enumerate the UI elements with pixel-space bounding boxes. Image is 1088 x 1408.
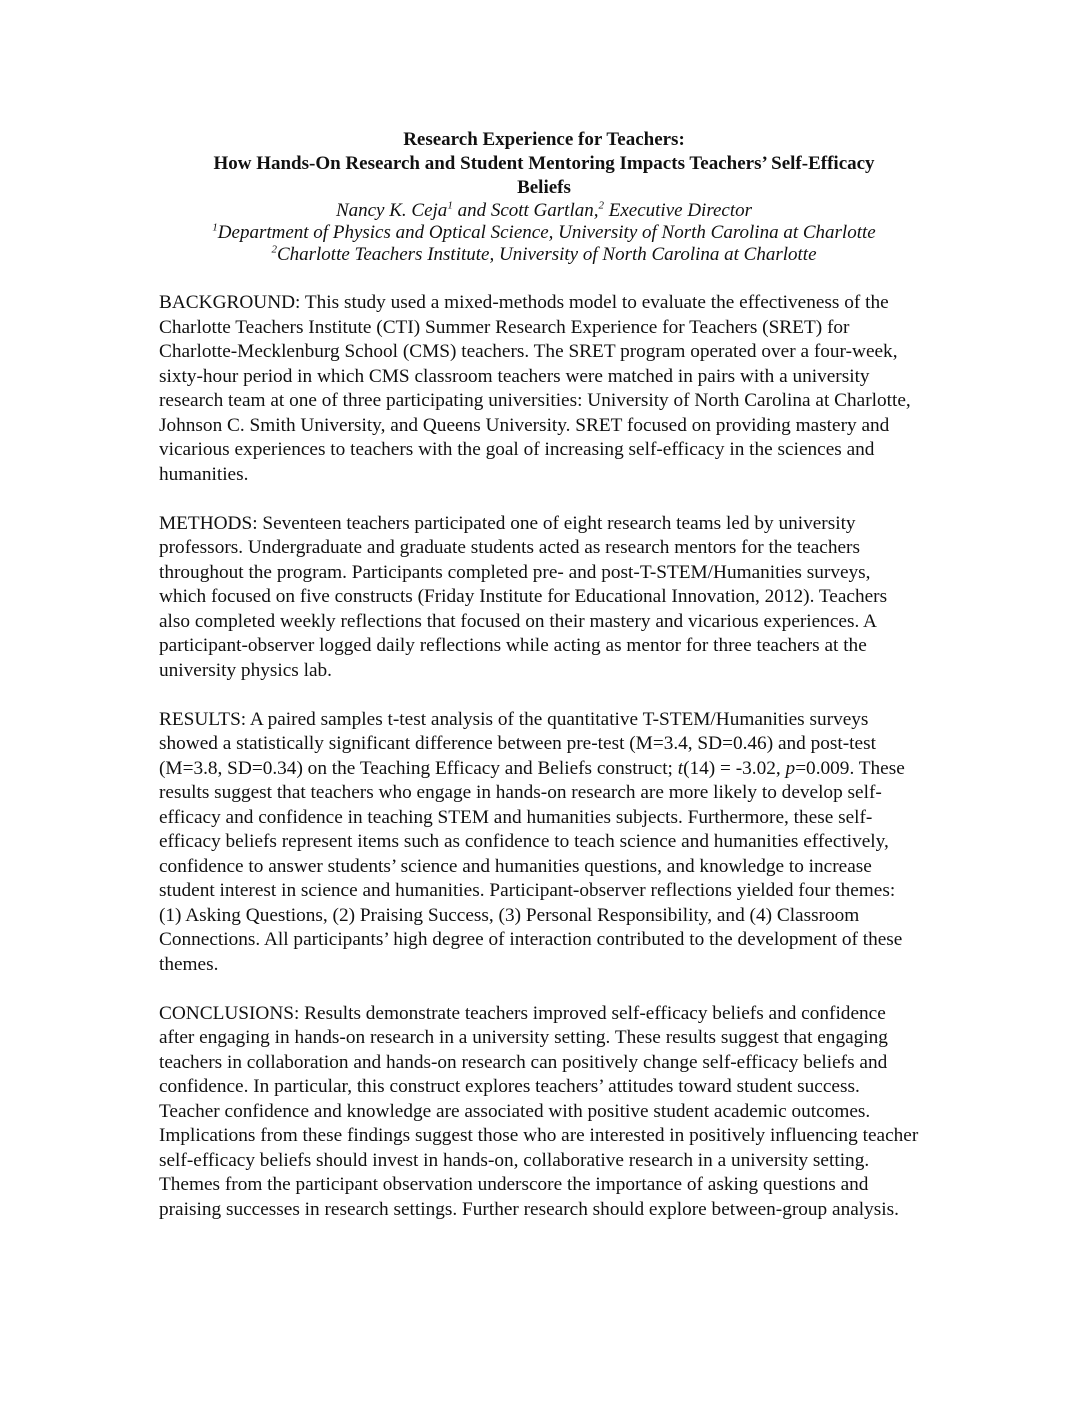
- abstract-header: [150, 128, 938, 266]
- title-line-3: Beliefs: [517, 177, 571, 198]
- conclusions-paragraph: CONCLUSIONS: Results demonstrate teachers improved self-efficacy beliefs and confidence after engaging in hands-on research in a university setting. These results suggest that engaging teachers in collaboration and hands-on research can positively change self-efficacy beliefs and confidence. In particular, this construct explores teachers’ attitudes toward student success. Teacher confidence and knowledge are associated with positive student academic outcomes. Implications from these findings suggest those who are interested in positively influencing teacher self-efficacy beliefs should invest in hands-on, collaborative research in a university setting. Themes from the participant observation underscore the importance of asking questions and praising successes in research settings. Further research should explore between-group analysis.: [159, 1002, 919, 1220]
- methods-paragraph: METHODS: Seventeen teachers participated one of eight research teams led by university professors. Undergraduate and graduate students acted as research mentors for the teachers throughout the program. Participants completed pre- and post-T-STEM/Humanities surveys, which focused on five constructs (Friday Institute for Educational Innovation, 2012). Teachers also completed weekly reflections that focused on their mastery and vicarious experiences. A participant-observer logged daily reflections while acting as mentor for three teachers at the university physics lab.: [159, 512, 888, 681]
- results-t-symbol: t: [677, 757, 684, 779]
- results-text-1: RESULTS: A paired samples t-test analysis of the quantitative T-STEM/Humanities surveys showed a statistically significant difference between pre-test (M=3.4, SD=0.46) and post-test (M=3.8, SD=0.34) on the Teaching Efficacy and Beliefs construct;: [159, 708, 876, 779]
- affiliation-2-text: Charlotte Teachers Institute, University of North Carolina at Charlotte: [276, 244, 817, 265]
- author-1-name: Nancy K. Ceja: [335, 200, 448, 221]
- affiliation-1-text: Department of Physics and Optical Science, University of North Carolina at Charlotte: [217, 222, 876, 243]
- affiliation-2-superscript: 2: [271, 243, 277, 256]
- author-2-superscript: 2: [598, 199, 604, 212]
- affiliation-1-superscript: 1: [212, 221, 218, 234]
- background-paragraph: BACKGROUND: This study used a mixed-methods model to evaluate the effectiveness of the Charlotte Teachers Institute (CTI) Summer Research Experience for Teachers (SRET) for Charlotte-Mecklenburg School (CMS) teachers. The SRET program operated over a four-week, sixty-hour period in which CMS classroom teachers were matched in pairs with a university research team at one of three participating universities: University of North Carolina at Charlotte, Johnson C. Smith University, and Queens University. SRET focused on providing mastery and vicarious experiences to teachers with the goal of increasing self-efficacy in the sciences and humanities.: [159, 292, 911, 485]
- results-text-2: (14) = -3.02,: [683, 757, 786, 779]
- title-line-1: Research Experience for Teachers:: [403, 129, 685, 150]
- author-join-text: and Scott Gartlan,: [452, 200, 599, 221]
- results-text-3: =0.009. These results suggest that teachers who engage in hands-on research are more likely to develop self-efficacy and confidence in teaching STEM and humanities subjects. Furthermore, these self-efficacy beliefs represent items such as confidence to teach science and humanities effectively, confidence to answer students’ science and humanities questions, and knowledge to increase student interest in science and humanities. Participant-observer reflections yielded four themes: (1) Asking Questions, (2) Praising Success, (3) Personal Responsibility, and (4) Classroom Connections. All participants’ high degree of interaction contributed to the development of these themes.: [159, 757, 905, 975]
- title-line-2: How Hands-On Research and Student Mentoring Impacts Teachers’ Self-Efficacy: [213, 153, 875, 174]
- results-paragraph: [159, 708, 919, 978]
- affiliation-2: [150, 244, 938, 266]
- affiliation-1: [150, 222, 938, 244]
- abstract-body: [159, 291, 919, 1247]
- author-line: [150, 200, 938, 222]
- author-1-superscript: 1: [447, 199, 453, 212]
- results-p-symbol: p: [785, 757, 796, 779]
- author-2-role: Executive Director: [603, 200, 753, 221]
